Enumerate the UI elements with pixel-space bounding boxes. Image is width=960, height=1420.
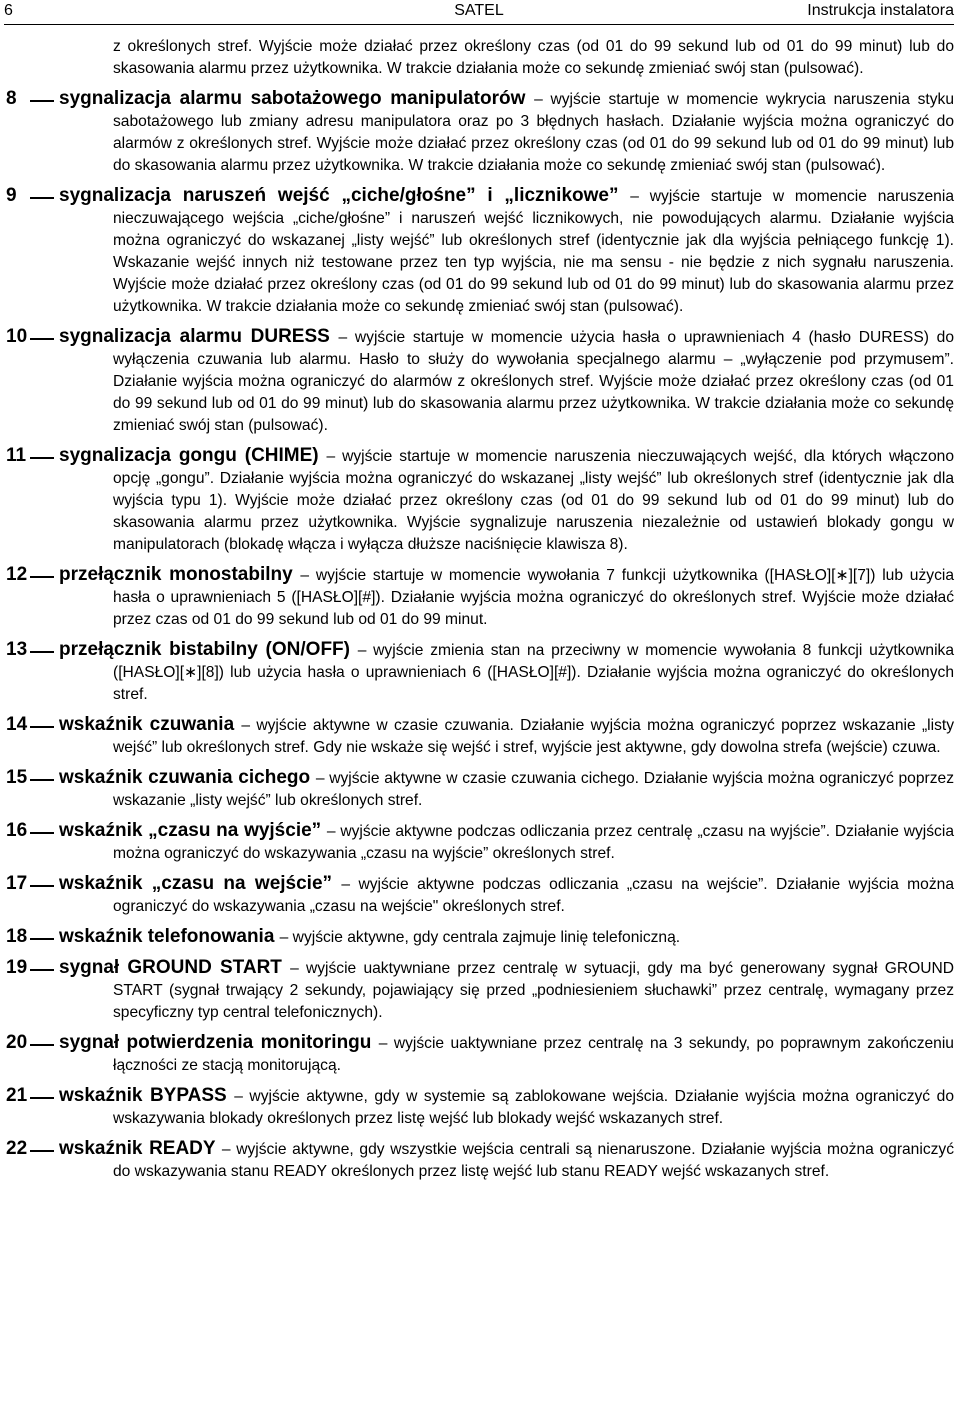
item-title: wskaźnik czuwania <box>59 714 242 735</box>
dash-divider <box>30 197 54 199</box>
item-text: – wyjście uaktywniane przez centralę na 3 sekundy, po poprawnym zakończeniu łączności ze stacją monitorującą. <box>113 1035 954 1074</box>
item-text: – wyjście startuje w momencie użycia hasła o uprawnieniach 4 (hasło DURESS) do wyłączenia czuwania lub alarmu. Hasło to służy do wywołania specjalnego alarmu – „wyłączenie pod przymusem”. Działanie wyjścia można ograniczyć do alarmów z określonych stref. Wyjście może działać przez określony czas (od 01 do 99 sekund lub od 01 do 99 minut) lub do skasowania alarmu przez użytkownika. W trakcie działania może co sekundę zmieniać swój stan (pulsować). <box>113 329 954 434</box>
dash-divider <box>30 651 54 653</box>
item-number: 13 <box>6 639 28 660</box>
dash-divider <box>30 457 54 459</box>
item-text: – wyjście startuje w momencie wywołania 7 funkcji użytkownika ([HASŁO][∗][7]) lub użycia hasła o uprawnieniach 5 ([HASŁO][#]). Działanie wyjścia można ograniczyć do określonych stref. Wyjście może działać przez czas od 01 do 99 sekund lub od 01 do 99 minut. <box>113 567 955 628</box>
dash-divider <box>30 779 54 781</box>
item-text: – wyjście aktywne w czasie czuwania cichego. Działanie wyjścia można ograniczyć poprzez wskazanie „listy wejść” lub określonych stref. <box>113 770 954 809</box>
page-number: 6 <box>4 2 13 19</box>
item-number: 17 <box>6 873 28 894</box>
item-number: 12 <box>6 564 28 585</box>
item-number: 9 <box>6 185 17 206</box>
list-item <box>6 957 954 1024</box>
item-number: 11 <box>6 445 27 466</box>
dash-divider <box>30 1150 54 1152</box>
item-title: sygnalizacja naruszeń wejść „ciche/głośne” i „licznikowe” <box>59 185 631 206</box>
dash-divider <box>30 1097 54 1099</box>
dash-divider <box>30 938 54 940</box>
item-title: przełącznik monostabilny <box>59 564 301 585</box>
item-text: – wyjście aktywne, gdy wszystkie wejścia centrali są nienaruszone. Działanie wyjścia można ograniczyć do wskazywania stanu READY określonych przez listę wejść lub stanu READY wejść wskazanych stref. <box>113 1141 955 1180</box>
item-title: sygnalizacja alarmu DURESS <box>59 326 339 347</box>
item-text: – wyjście uaktywniane przez centralę w sytuacji, gdy ma być generowany sygnał GROUND START (sygnał trwający 2 sekundy, pojawiający się przed „podniesieniem słuchawki” przez centralę, wymagany przez specyficzny typ central telefonicznych). <box>113 960 954 1021</box>
item-text: – wyjście aktywne podczas odliczania „czasu na wejście”. Działanie wyjścia można ograniczyć do wskazywania „czasu na wejście" określonych stref. <box>113 876 954 915</box>
list-item <box>6 185 954 318</box>
page-content <box>6 36 954 1183</box>
list-item <box>6 820 954 865</box>
list-item <box>6 326 954 437</box>
dash-divider <box>30 969 54 971</box>
item-number: 19 <box>6 957 28 978</box>
dash-divider <box>30 576 54 578</box>
list-item <box>6 639 954 706</box>
brand-name: SATEL <box>454 2 504 19</box>
item-number: 18 <box>6 926 28 947</box>
item-title: sygnalizacja alarmu sabotażowego manipulatorów <box>59 88 535 109</box>
item-number: 16 <box>6 820 28 841</box>
list-item <box>6 1138 954 1183</box>
list-item <box>6 926 954 949</box>
list-item <box>6 564 954 631</box>
item-title: wskaźnik „czasu na wejście” <box>59 873 342 894</box>
item-number: 22 <box>6 1138 28 1159</box>
item-text: – wyjście aktywne, gdy w systemie są zablokowane wejścia. Działanie wyjścia można ograniczyć do wskazywania blokady określonych przez listę wejść lub blokady wejść wskazanych stref. <box>113 1088 954 1127</box>
dash-divider <box>30 885 54 887</box>
document-title: Instrukcja instalatora <box>807 2 954 19</box>
dash-divider <box>30 1044 54 1046</box>
item-title: wskaźnik telefonowania <box>59 926 280 947</box>
dash-divider <box>30 100 54 102</box>
item-title: wskaźnik READY <box>59 1138 222 1159</box>
item-title: przełącznik bistabilny (ON/OFF) <box>59 639 358 660</box>
item-title: wskaźnik BYPASS <box>59 1085 235 1106</box>
dash-divider <box>30 832 54 834</box>
item-text: – wyjście aktywne w czasie czuwania. Działanie wyjścia można ograniczyć poprzez wskazanie „listy wejść” lub określonych stref. Gdy nie wskaże się wejść i stref, wyjście jest aktywne, gdy dowolna strefa (wejście) czuwa. <box>113 717 954 756</box>
item-number: 20 <box>6 1032 28 1053</box>
list-item <box>6 767 954 812</box>
list-item <box>6 873 954 918</box>
item-number: 15 <box>6 767 28 788</box>
item-title: wskaźnik czuwania cichego <box>59 767 316 788</box>
list-item <box>6 88 954 177</box>
item-text: – wyjście startuje w momencie naruszenia nieczuwającego wejścia „ciche/głośne” i naruszeń wejść licznikowych, nie powodujących alarmu. Działanie wyjścia można ograniczyć do wskazanej „listy wejść” lub określonych stref (identycznie jak dla wyjścia pełniącego funkcję 1). Wskazanie wejść innych niż testowane przez ten typ wyjścia, nie ma sensu - nie będzie z nich sygnału naruszenia. Wyjście może działać przez określony czas (od 01 do 99 sekund lub od 01 do 99 minut) lub do skasowania alarmu przez użytkownika. W trakcie działania może co sekundę zmieniać swój stan (pulsować). <box>113 188 954 315</box>
item-number: 14 <box>6 714 28 735</box>
item-text: – wyjście aktywne, gdy centrala zajmuje linię telefoniczną. <box>279 929 681 946</box>
item-number: 8 <box>6 88 17 109</box>
item-text: – wyjście zmienia stan na przeciwny w momencie wywołania 8 funkcji użytkownika ([HASŁO][∗][8]) lub użycia hasła o uprawnieniach 6 ([HASŁO][#]). Działanie wyjścia można ograniczyć do określonych stref. <box>113 642 955 703</box>
item-title: sygnał potwierdzenia monitoringu <box>59 1032 379 1053</box>
item-number: 10 <box>6 326 28 347</box>
list-item <box>6 445 954 556</box>
list-item <box>6 1085 954 1130</box>
list-item <box>6 714 954 759</box>
page-header <box>4 0 954 25</box>
list-item <box>6 1032 954 1077</box>
dash-divider <box>30 726 54 728</box>
item-text: – wyjście startuje w momencie wykrycia naruszenia styku sabotażowego lub zmiany adresu manipulatora oraz po 3 błędnych hasłach. Działanie wyjścia można ograniczyć do alarmów z określonych stref. Wyjście może działać przez określony czas (od 01 do 99 sekund lub od 01 do 99 minut) lub do skasowania alarmu przez użytkownika. W trakcie działania może co sekundę zmieniać swój stan (pulsować). <box>113 91 955 174</box>
item-number: 21 <box>6 1085 28 1106</box>
item-title: wskaźnik „czasu na wyjście” <box>59 820 327 841</box>
item-text: – wyjście aktywne podczas odliczania przez centralę „czasu na wyjście”. Działanie wyjścia można ograniczyć do wskazywania „czasu na wyjście” określonych stref. <box>113 823 954 862</box>
item-title: sygnał GROUND START <box>59 957 291 978</box>
item-title: sygnalizacja gongu (CHIME) <box>59 445 327 466</box>
dash-divider <box>30 338 54 340</box>
intro-paragraph: z określonych stref. Wyjście może działać przez określony czas (od 01 do 99 sekund lub od 01 do 99 minut) lub do skasowania alarmu przez użytkownika. W trakcie działania może co sekundę zmieniać swój stan (pulsować). <box>113 38 954 77</box>
item-text: – wyjście startuje w momencie naruszenia nieczuwających wejść, dla których włączono opcję „gongu”. Działanie wyjścia można ograniczyć do wskazanej „listy wejść” lub określonych stref (identycznie jak dla wyjścia typu 1). Wyjście może działać przez określony czas (od 01 do 99 sekund lub od 01 do 99 minut) lub do skasowania alarmu przez użytkownika. Wyjście sygnalizuje naruszenia niezależnie od ustawień blokady gongu w manipulatorach (blokadę włącza i wyłącza dłuższe naciśnięcie klawisza 8). <box>113 448 954 553</box>
